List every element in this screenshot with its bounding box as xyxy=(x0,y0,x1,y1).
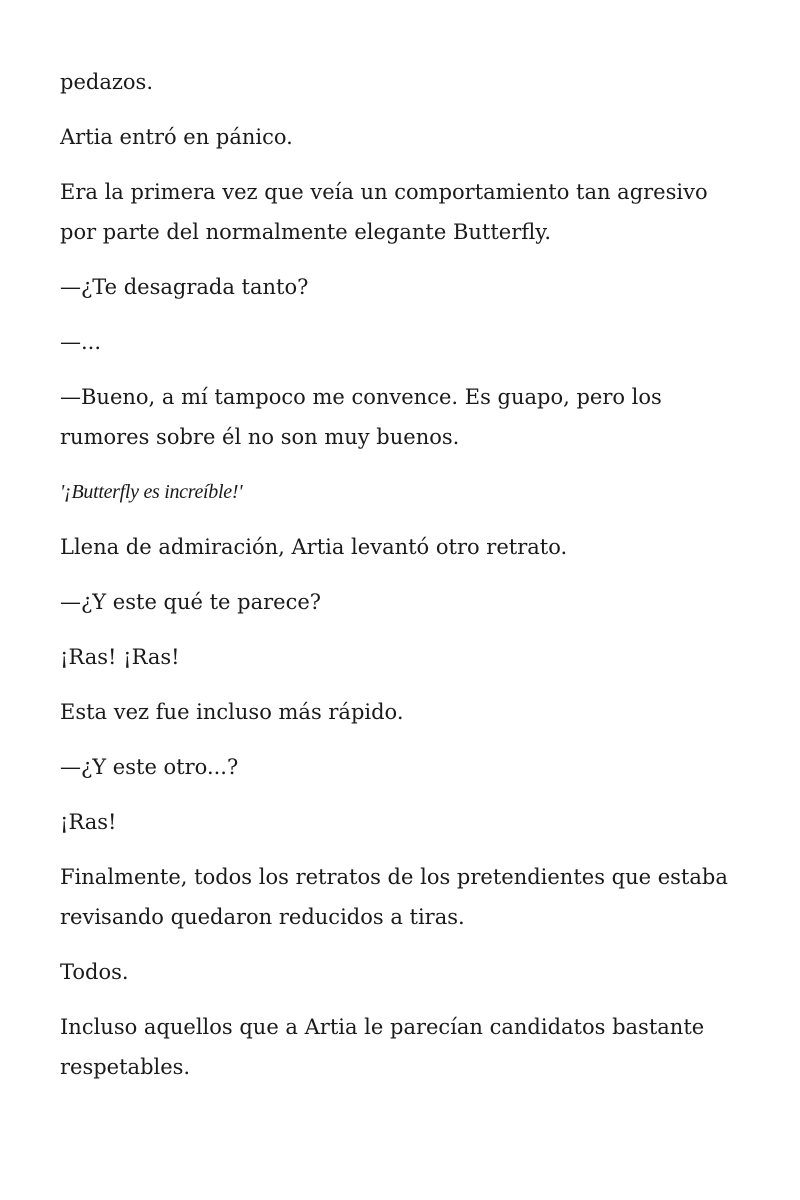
reader-page xyxy=(60,62,750,1102)
dialogue-line: —¿Y este qué te parece? xyxy=(60,590,322,614)
dialogue-line: —¿Te desagrada tanto? xyxy=(60,275,309,299)
paragraph: Esta vez fue incluso más rápido. xyxy=(60,700,404,724)
paragraph: Llena de admiración, Artia levantó otro retrato. xyxy=(60,535,568,559)
inner-thought: '¡Butterfly es increíble!' xyxy=(60,481,243,503)
dialogue-line: —Bueno, a mí tampoco me convence. Es guapo, pero los rumores sobre él no son muy buenos. xyxy=(60,385,662,449)
paragraph: pedazos. xyxy=(60,70,153,94)
paragraph: Finalmente, todos los retratos de los pretendientes que estaba revisando quedaron reducidos a tiras. xyxy=(60,865,728,929)
sound-effect: ¡Ras! ¡Ras! xyxy=(60,645,180,669)
dialogue-line: —¿Y este otro...? xyxy=(60,755,239,779)
paragraph: Artia entró en pánico. xyxy=(60,125,293,149)
dialogue-line: —... xyxy=(60,330,102,354)
paragraph: Todos. xyxy=(60,960,129,984)
sound-effect: ¡Ras! xyxy=(60,810,117,834)
paragraph: Incluso aquellos que a Artia le parecían candidatos bastante respetables. xyxy=(60,1015,705,1079)
paragraph: Era la primera vez que veía un comportamiento tan agresivo por parte del normalmente elegante Butterfly. xyxy=(60,180,708,244)
